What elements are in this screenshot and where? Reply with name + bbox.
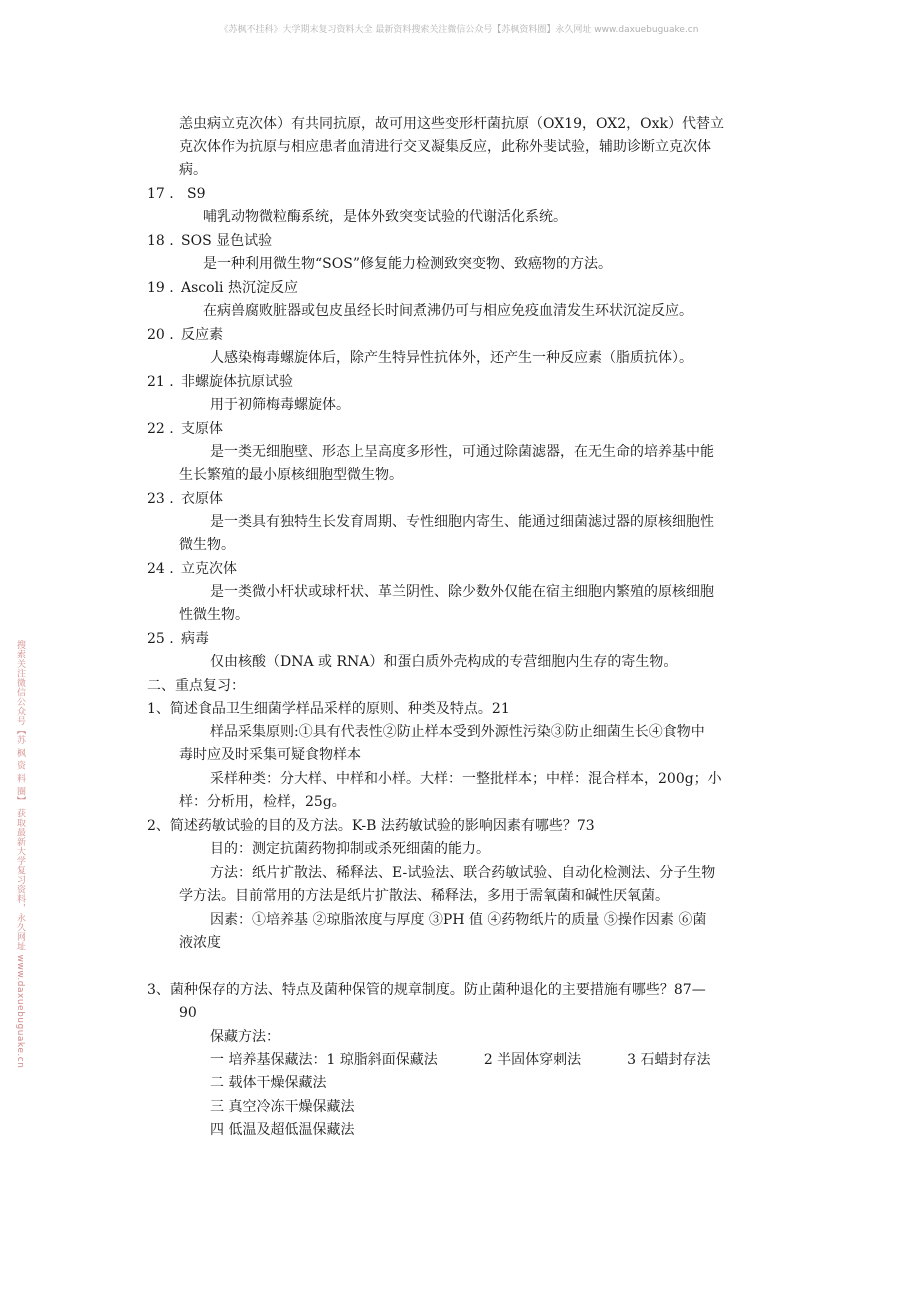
term-desc: 是一类具有独特生长发育周期、专性细胞内寄生、能通过细菌滤过器的原核细胞性 xyxy=(210,514,714,530)
term-desc: 用于初筛梅毒螺旋体。 xyxy=(210,397,350,413)
section-heading: 二、重点复习： xyxy=(147,678,245,694)
intro-line: 恙虫病立克次体）有共同抗原，故可用这些变形杆菌抗原（OX19，OX2，Oxk）代替立 xyxy=(179,116,724,132)
answer-line: 毒时应及时采集可疑食物样本 xyxy=(179,747,361,763)
term-desc: 哺乳动物微粒酶系统，是体外致突变试验的代谢活化系统。 xyxy=(203,209,567,225)
method-line: 三 真空冷冻干燥保藏法 xyxy=(210,1099,355,1115)
term-heading: 25 . 病毒 xyxy=(147,631,209,647)
method-line: 一 培养基保藏法：1 琼脂斜面保藏法 2 半固体穿刺法 3 石蜡封存法 xyxy=(210,1052,711,1068)
answer-line: 目的：测定抗菌药物抑制或杀死细菌的能力。 xyxy=(210,841,490,857)
answer-line: 样品采集原则:①具有代表性②防止样本受到外源性污染③防止细菌生长④食物中 xyxy=(210,724,705,740)
term-desc: 是一类微小杆状或球杆状、革兰阴性、除少数外仅能在宿主细胞内繁殖的原核细胞 xyxy=(210,584,714,600)
term-desc: 是一种利用微生物“SOS”修复能力检测致突变物、致癌物的方法。 xyxy=(203,256,612,272)
term-heading: 21 . 非螺旋体抗原试验 xyxy=(147,374,293,390)
term-desc: 是一类无细胞壁、形态上呈高度多形性，可通过除菌滤器，在无生命的培养基中能 xyxy=(210,444,714,460)
term-heading: 19 . Ascoli 热沉淀反应 xyxy=(147,280,298,296)
term-desc: 人感染梅毒螺旋体后，除产生特异性抗体外，还产生一种反应素（脂质抗体）。 xyxy=(210,350,693,366)
term-heading: 17 . S9 xyxy=(147,186,206,202)
question-title: 2、简述药敏试验的目的及方法。K-B 法药敏试验的影响因素有哪些？73 xyxy=(147,818,595,834)
page-header-watermark: 《苏枫不挂科》大学期末复习资料大全 最新资料搜索关注微信公众号【苏枫资料圈】永久网址 www.daxuebuguake.cn xyxy=(219,25,699,35)
term-desc: 微生物。 xyxy=(179,537,235,553)
term-desc: 仅由核酸（DNA 或 RNA）和蛋白质外壳构成的专营细胞内生存的寄生物。 xyxy=(210,654,678,670)
side-watermark: 搜索关注微信公众号【苏 枫 资 料 圈】 获取最新大学复习资料，永久网址 www.daxuebuguake.cn xyxy=(15,640,25,1069)
term-heading: 20 . 反应素 xyxy=(147,327,223,343)
answer-line: 保藏方法： xyxy=(210,1029,280,1045)
term-heading: 22 . 支原体 xyxy=(147,421,223,437)
answer-line: 采样种类：分大样、中样和小样。大样：一整批样本；中样：混合样本，200g；小 xyxy=(210,771,722,787)
answer-line: 学方法。目前常用的方法是纸片扩散法、稀释法，多用于需氧菌和碱性厌氧菌。 xyxy=(179,888,669,904)
answer-line: 液浓度 xyxy=(179,935,221,951)
question-title: 1、简述食品卫生细菌学样品采样的原则、种类及特点。21 xyxy=(147,701,510,717)
question-title-cont: 90 xyxy=(179,1005,197,1021)
answer-line: 因素：①培养基 ②琼脂浓度与厚度 ③PH 值 ④药物纸片的质量 ⑤操作因素 ⑥菌 xyxy=(210,912,707,928)
term-desc: 性微生物。 xyxy=(179,607,249,623)
answer-line: 样：分析用，检样，25g。 xyxy=(179,794,346,810)
intro-line: 病。 xyxy=(179,162,207,178)
term-desc: 生长繁殖的最小原核细胞型微生物。 xyxy=(179,467,403,483)
method-line: 二 载体干燥保藏法 xyxy=(210,1075,327,1091)
term-heading: 18 . SOS 显色试验 xyxy=(147,233,273,249)
term-heading: 23 . 衣原体 xyxy=(147,491,223,507)
term-heading: 24 . 立克次体 xyxy=(147,561,237,577)
answer-line: 方法：纸片扩散法、稀释法、E-试验法、联合药敏试验、自动化检测法、分子生物 xyxy=(210,865,716,881)
method-line: 四 低温及超低温保藏法 xyxy=(210,1122,355,1138)
term-desc: 在病兽腐败脏器或包皮虽经长时间煮沸仍可与相应免疫血清发生环状沉淀反应。 xyxy=(203,303,693,319)
intro-line: 克次体作为抗原与相应患者血清进行交叉凝集反应，此称外斐试验，辅助诊断立克次体 xyxy=(179,139,711,155)
question-title: 3、菌种保存的方法、特点及菌种保管的规章制度。防止菌种退化的主要措施有哪些？87— xyxy=(147,982,706,998)
